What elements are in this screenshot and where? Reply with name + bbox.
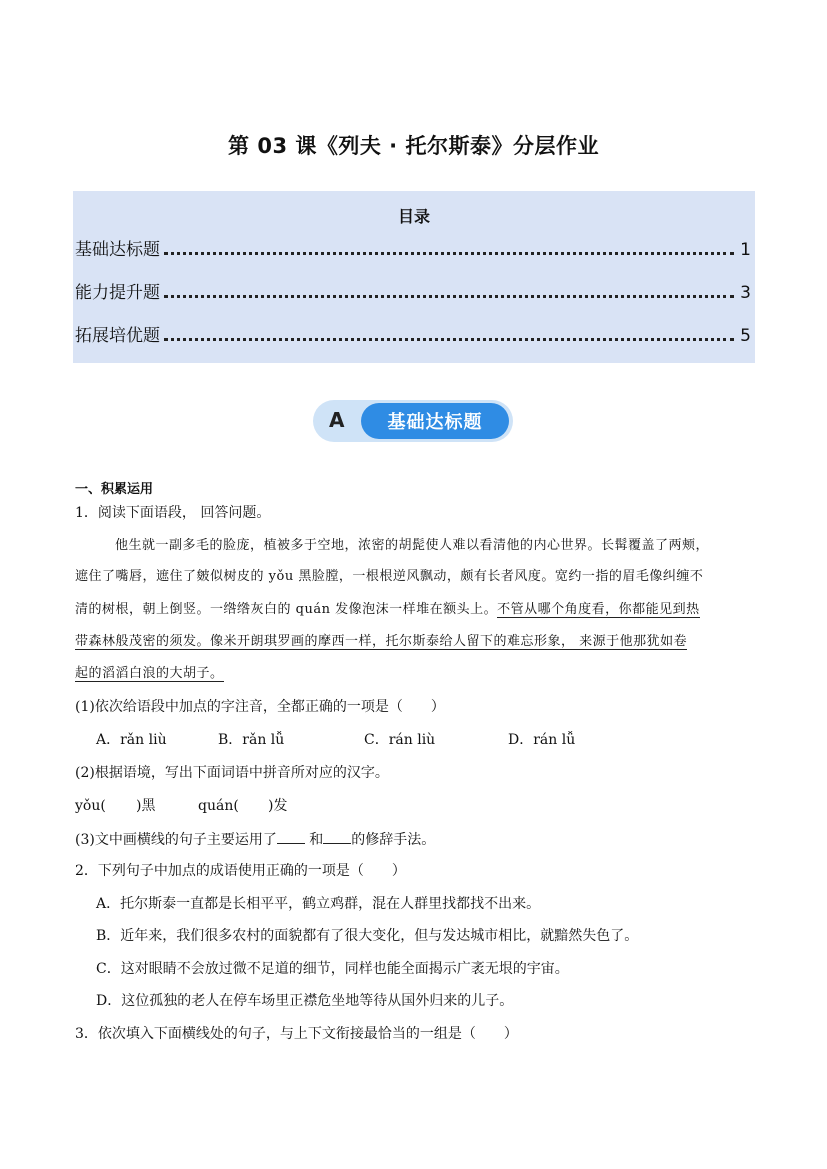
pinyin-quan-blank: quán( [198, 798, 239, 814]
option-d[interactable]: D．这位孤独的老人在停车场里正襟危坐地等待从国外归来的儿子。 [96, 993, 514, 1009]
passage-line-1: 他生就一副多毛的脸庞，植被多于空地，浓密的胡髭使人难以看清他的内心世界。长髯覆盖了两颊， [115, 538, 710, 553]
question-1-stem: 1．阅读下面语段， 回答问题。 [75, 505, 271, 521]
pinyin-quan-suffix: )发 [268, 798, 288, 814]
toc-item[interactable] [75, 279, 751, 303]
option-b[interactable]: B．近年来，我们很多农村的面貌都有了很大变化，但与发达城市相比，就黯然失色了。 [96, 928, 639, 944]
page-title: 第 03 课《列夫 · 托尔斯泰》分层作业 [228, 134, 599, 158]
pinyin-you: yǒu [268, 569, 294, 584]
subquestion-2: (2)根据语境，写出下面词语中拼音所对应的汉字。 [75, 765, 389, 781]
underlined-sentence: 起的滔滔白浪的大胡子。 [75, 666, 224, 681]
toc-leader-dots [164, 338, 734, 341]
toc-item[interactable] [75, 322, 751, 346]
passage-line-5 [75, 664, 224, 684]
toc-item[interactable] [75, 236, 751, 260]
toc-item-page: 3 [740, 283, 751, 303]
passage-line-3 [75, 600, 700, 620]
passage-text: 清的树根，朝上倒竖。一绺绺灰白的 [75, 602, 292, 617]
option-c[interactable]: C．rán liù [364, 732, 436, 748]
option-a[interactable]: A．rǎn liù [96, 732, 167, 748]
answer-blank[interactable] [277, 829, 305, 844]
subquestion-1: (1)依次给语段中加点的字注音，全都正确的一项是（ ） [75, 699, 445, 715]
answer-blank[interactable] [323, 829, 351, 844]
underlined-sentence: 不管从哪个角度看，你都能见到热 [497, 602, 700, 617]
section-heading: 一、积累运用 [75, 482, 154, 497]
pinyin-you-suffix: )黑 [136, 798, 156, 814]
toc-item-page: 5 [740, 326, 751, 346]
section-badge [313, 400, 513, 442]
toc-item-label: 拓展培优题 [75, 326, 160, 346]
passage-text: 发像泡沫一样堆在额头上。 [335, 602, 498, 617]
toc-heading: 目录 [397, 207, 430, 226]
pinyin-quan: quán [295, 602, 331, 617]
badge-letter: A [329, 408, 345, 432]
option-a[interactable]: A．托尔斯泰一直都是长相平平，鹤立鸡群，混在人群里找都找不出来。 [96, 896, 541, 912]
toc-leader-dots [164, 252, 734, 255]
passage-line-2 [75, 567, 703, 587]
subquestion-3 [75, 829, 435, 850]
pinyin-you-blank: yǒu( [75, 798, 106, 814]
subquestion-3-text: 和 [309, 832, 324, 848]
toc-item-label: 基础达标题 [75, 240, 160, 260]
badge-label: 基础达标题 [361, 403, 509, 439]
toc-item-label: 能力提升题 [75, 283, 160, 303]
passage-line-4 [75, 632, 687, 652]
toc-item-page: 1 [740, 240, 751, 260]
question-3-stem: 3．依次填入下面横线处的句子，与上下文衔接最恰当的一组是（ ） [75, 1026, 518, 1042]
option-d[interactable]: D．rán lǚ [508, 732, 576, 748]
table-of-contents [73, 191, 755, 363]
toc-leader-dots [164, 295, 734, 298]
subquestion-3-text: (3)文中画横线的句子主要运用了 [75, 832, 277, 848]
passage-text: 遮住了嘴唇，遮住了皴似树皮的 [75, 569, 265, 584]
option-c[interactable]: C．这对眼睛不会放过微不足道的细节，同样也能全面揭示广袤无垠的宇宙。 [96, 961, 569, 977]
underlined-sentence: 带森林般茂密的须发。像米开朗琪罗画的摩西一样，托尔斯泰给人留下的难忘形象， [75, 634, 575, 649]
subquestion-3-text: 的修辞手法。 [351, 832, 436, 848]
option-b[interactable]: B．rǎn lǚ [218, 732, 285, 748]
passage-text: 黑脸膛，一根根逆风飘动，颇有长者风度。宽约一指的眉毛像纠缠不 [298, 569, 704, 584]
question-2-stem: 2．下列句子中加点的成语使用正确的一项是（ ） [75, 863, 406, 879]
underlined-sentence: 来源于他那犹如卷 [574, 634, 688, 649]
